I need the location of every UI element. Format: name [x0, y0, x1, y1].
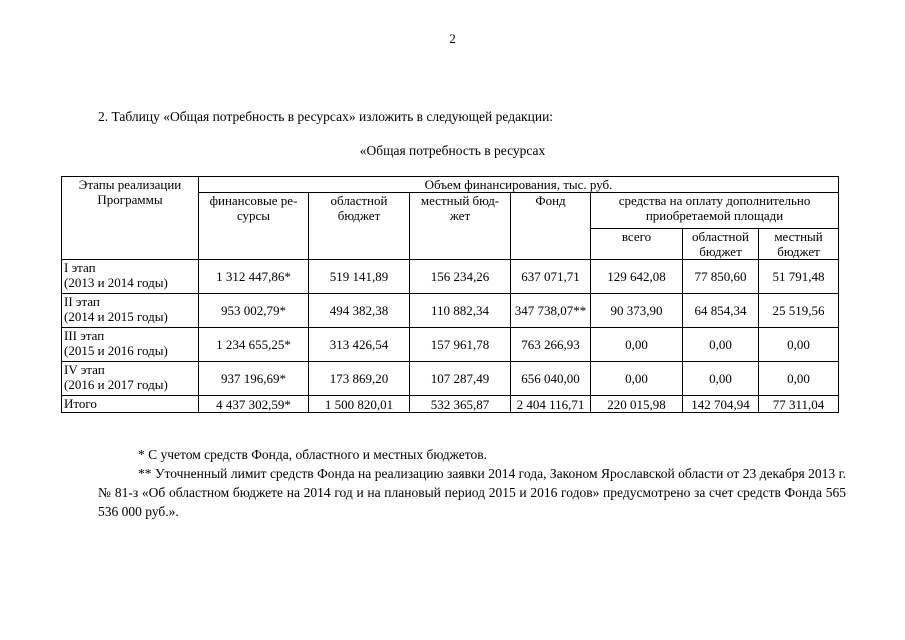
financial-cell: 937 196,69*: [199, 362, 309, 396]
stage-years: (2015 и 2016 годы): [64, 343, 168, 358]
footnote-single-asterisk: * С учетом средств Фонда, областного и местных бюджетов.: [138, 447, 487, 462]
header-extra-local: местный бюджет: [759, 229, 839, 260]
extra-total-cell: 220 015,98: [591, 396, 683, 413]
local-cell: 157 961,78: [410, 328, 511, 362]
regional-cell: 494 382,38: [309, 294, 410, 328]
regional-cell: 1 500 820,01: [309, 396, 410, 413]
header-funding: Объем финансирования, тыс. руб.: [199, 177, 839, 193]
header-financial: финансовые ре-сурсы: [199, 193, 309, 260]
header-fund: Фонд: [511, 193, 591, 260]
table-row: [62, 362, 839, 396]
table-row: [62, 328, 839, 362]
stage-cell: [62, 294, 199, 328]
fund-cell: 347 738,07**: [511, 294, 591, 328]
stage-name: IV этап: [64, 362, 105, 377]
resources-table: [61, 176, 839, 413]
footnote-double-asterisk: ** Уточненный лимит средств Фонда на реализацию заявки 2014 года, Законом Ярославской области от 23 декабря 2013 г. № 81-з «Об областном бюджете на 2014 год и на плановый период 2015 и 2016 годов» предусмотрено за счет средств Фонда 565 536 000 руб.».: [98, 466, 846, 519]
extra-regional-cell: 64 854,34: [683, 294, 759, 328]
fund-cell: 637 071,71: [511, 260, 591, 294]
page-number: 2: [449, 31, 456, 46]
intro-paragraph: 2. Таблицу «Общая потребность в ресурсах» изложить в следующей редакции:: [98, 109, 554, 124]
fund-cell: 2 404 116,71: [511, 396, 591, 413]
financial-cell: 1 312 447,86*: [199, 260, 309, 294]
stage-years: (2016 и 2017 годы): [64, 377, 168, 392]
extra-regional-cell: 77 850,60: [683, 260, 759, 294]
stage-name: III этап: [64, 328, 105, 343]
header-regional: областной бюджет: [309, 193, 410, 260]
financial-cell: 1 234 655,25*: [199, 328, 309, 362]
extra-local-cell: 77 311,04: [759, 396, 839, 413]
extra-local-cell: 25 519,56: [759, 294, 839, 328]
table-title: «Общая потребность в ресурсах: [359, 143, 546, 158]
regional-cell: 173 869,20: [309, 362, 410, 396]
table-row: [62, 294, 839, 328]
stage-name: II этап: [64, 294, 100, 309]
header-local: местный бюд-жет: [410, 193, 511, 260]
regional-cell: 519 141,89: [309, 260, 410, 294]
total-row: [62, 396, 839, 413]
extra-regional-cell: 0,00: [683, 328, 759, 362]
extra-regional-cell: 0,00: [683, 362, 759, 396]
extra-regional-cell: 142 704,94: [683, 396, 759, 413]
header-extra-regional: областной бюджет: [683, 229, 759, 260]
extra-local-cell: 51 791,48: [759, 260, 839, 294]
local-cell: 107 287,49: [410, 362, 511, 396]
total-label: Итого: [62, 396, 199, 413]
extra-local-cell: 0,00: [759, 362, 839, 396]
header-extra-group: средства на оплату дополнительно приобретаемой площади: [591, 193, 839, 229]
local-cell: 532 365,87: [410, 396, 511, 413]
header-extra-total: всего: [591, 229, 683, 260]
stage-name: I этап: [64, 260, 96, 275]
extra-total-cell: 129 642,08: [591, 260, 683, 294]
financial-cell: 953 002,79*: [199, 294, 309, 328]
extra-total-cell: 0,00: [591, 362, 683, 396]
stage-cell: [62, 260, 199, 294]
financial-cell: 4 437 302,59*: [199, 396, 309, 413]
regional-cell: 313 426,54: [309, 328, 410, 362]
fund-cell: 656 040,00: [511, 362, 591, 396]
extra-total-cell: 90 373,90: [591, 294, 683, 328]
extra-local-cell: 0,00: [759, 328, 839, 362]
local-cell: 110 882,34: [410, 294, 511, 328]
table-row: [62, 260, 839, 294]
stage-years: (2014 и 2015 годы): [64, 309, 168, 324]
local-cell: 156 234,26: [410, 260, 511, 294]
stage-cell: [62, 362, 199, 396]
header-stage: Этапы реализации Программы: [62, 177, 199, 260]
stage-cell: [62, 328, 199, 362]
fund-cell: 763 266,93: [511, 328, 591, 362]
footnotes: [98, 445, 846, 521]
extra-total-cell: 0,00: [591, 328, 683, 362]
stage-years: (2013 и 2014 годы): [64, 275, 168, 290]
